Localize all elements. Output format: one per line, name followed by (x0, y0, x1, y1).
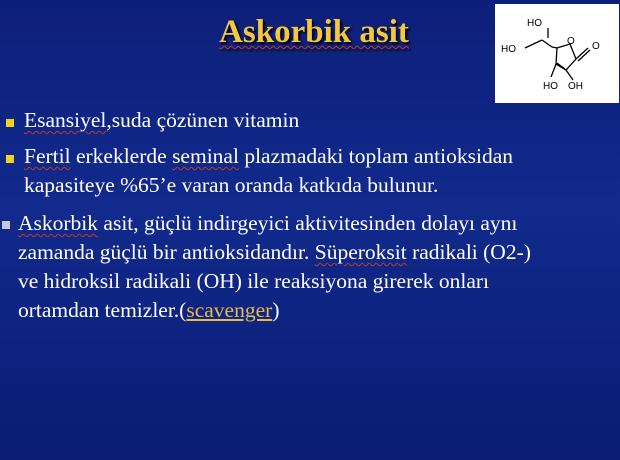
bullet-2-line-2: kapasiteye %65’e varan oranda katkıda bulunur. (24, 173, 439, 197)
bullet-3-line-4: ortamdan temizler.( (18, 298, 187, 322)
bullet-marker-1 (6, 119, 14, 127)
molecule-label-oh-bottom-right: OH (568, 81, 583, 92)
molecule-label-ho-bottom-left: HO (543, 81, 558, 92)
bullet-3-line-4-end: ) (272, 298, 280, 322)
bullet-2-word-fertil: Fertil (24, 144, 71, 168)
bullet-3-line-1: asit, güçlü indirgeyici aktivitesinden dolayı aynı (98, 211, 518, 235)
scavenger-link[interactable]: scavenger (186, 298, 273, 322)
bullet-3-word-superoksit: Süperoksit (314, 240, 407, 264)
bullet-item-1 (0, 106, 620, 135)
molecule-diagram (495, 4, 619, 103)
bullet-3-line-2: zamanda güçlü bir antioksidandır. (18, 240, 315, 264)
bullet-1-word: Esansiyel (24, 108, 107, 132)
bullet-3-word-askorbik: Askorbik (18, 211, 99, 235)
bullet-2-text-a: erkeklerde (70, 144, 173, 168)
bullet-item-2 (0, 142, 620, 200)
molecule-label-o-carbonyl: O (592, 41, 600, 52)
bullet-3-line-2-end: radikali (O2-) (406, 240, 531, 264)
bullet-2-text-b: plazmadaki toplam antioksidan (238, 144, 513, 168)
molecule-label-o-ring: O (567, 36, 575, 47)
bullet-1-text: ,suda çözünen vitamin (106, 108, 300, 132)
bullet-marker-2 (6, 155, 14, 163)
molecule-label-ho-top: HO (527, 18, 542, 29)
bullet-item-3 (0, 209, 620, 325)
ascorbic-acid-structure (495, 4, 619, 103)
bullet-marker-3 (2, 221, 10, 229)
slide-title-text: Askorbik asit (219, 14, 409, 50)
bullet-2-word-seminal: seminal (172, 144, 239, 168)
molecule-label-ho-left: HO (501, 44, 516, 55)
bullet-3-line-3: ve hidroksil radikali (OH) ile reaksiyona girerek onları (18, 269, 490, 293)
